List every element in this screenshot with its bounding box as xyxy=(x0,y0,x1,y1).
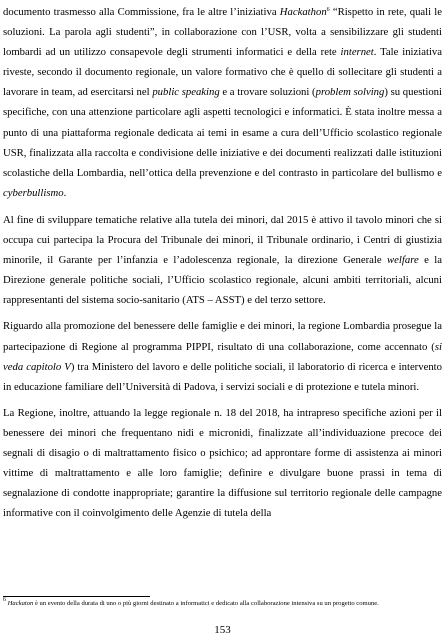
paragraph xyxy=(3,403,442,524)
italic-term: public speaking xyxy=(152,86,220,99)
text-run: e la Direzione generale politiche sociali, l’Ufficio scolastico regionale, alcuni ambiti territoriali, alcuni rappresentanti del sistema socio-sanitario (ATS – ASST) e del terzo settore. xyxy=(3,254,442,307)
text-run: ) su questioni specifiche, con una attenzione particolare agli aspetti tecnologici e informatici. È stata inoltre messa a punto di una piattaforma regionale dedicata ai temi in esame a cura dell’Ufficio scolastico regionale USR, finalizzata alla raccolta e condivisione delle iniziative e dei documenti realizzati dalle istituzioni scolastiche della Lombardia, nell’ottica della prevenzione e del contrasto in particolare del bullismo e xyxy=(3,86,442,179)
italic-term: Hackathon xyxy=(279,6,327,18)
paragraph xyxy=(3,2,442,203)
italic-term: cyberbullismo xyxy=(3,186,64,199)
text-run: . Tale iniziativa riveste, secondo il documento regionale, un valore formativo che è quello di sollecitare gli studenti a lavorare in team, ad esercitarsi nel xyxy=(3,46,442,99)
italic-term: si veda capitolo V xyxy=(3,340,442,373)
text-run: e a trovare soluzioni ( xyxy=(219,86,316,99)
text-run: ) tra Ministero del lavoro e delle politiche sociali, il laboratorio di ricerca e intervento in educazione familiare dell’Università di Padova, i servizi sociali e di protezione e tutela minori. xyxy=(3,360,442,393)
text-run: documento trasmesso alla Commissione, fra le altre l’iniziativa xyxy=(3,6,280,18)
paragraph xyxy=(3,316,442,396)
text-run: “Rispetto in rete, quali le soluzioni. La parola agli studenti”, in collaborazione con l’USR, volta a sensibilizzare gli studenti lombardi ad un utilizzo consapevole degli strumenti informatici e della rete xyxy=(3,6,442,59)
text-run: . xyxy=(63,186,67,199)
paragraph xyxy=(3,210,442,310)
page-number: 153 xyxy=(214,624,231,636)
italic-term: internet xyxy=(340,46,374,59)
text-run: Al fine di sviluppare tematiche relative alla tutela dei minori, dal 2015 è attivo il tavolo minori che si occupa cui partecipa la Procura del Tribunale dei minori, il Tribunale ordinario, i Centri di giustizia minorile, il Garante per l’infanzia e l’adolescenza regionale, la direzione Generale xyxy=(3,213,442,267)
body-text xyxy=(3,2,442,523)
italic-term: problem solving xyxy=(315,86,385,99)
footnote-text: è un evento della durata di uno o più giorni destinato a informatici e dedicato alla collaborazione intensiva su un progetto comune. xyxy=(33,600,379,607)
footnote-term: Hackaton xyxy=(7,600,34,607)
footnote-separator xyxy=(3,596,150,597)
text-run: Riguardo alla promozione del benessere delle famiglie e dei minori, la regione Lombardia prosegue la partecipazione di Regione al programma PIPPI, risultato di una collaborazione, come accennato ( xyxy=(3,320,442,353)
text-run: La Regione, inoltre, attuando la legge regionale n. 18 del 2018, ha intrapreso specifiche azioni per il benessere dei minori che frequentano nidi e micronidi, finalizzate all’individuazione precoce dei segnali di disagio o di maltrattamento fisico o psichico; ad approntare forme di assistenza ai minori vittime di maltrattamento e alle loro famiglie; definire e divulgare buone prassi in tema di segnalazione di condotte inappropriate; garantire la diffusione sul territorio regionale delle campagne informative con il coinvolgimento delle Agenzie di tutela della xyxy=(3,406,442,520)
footnote-number: 6 xyxy=(3,597,6,603)
italic-term: welfare xyxy=(387,254,419,267)
footnote xyxy=(3,599,442,609)
footnote-ref: 6 xyxy=(326,7,330,13)
